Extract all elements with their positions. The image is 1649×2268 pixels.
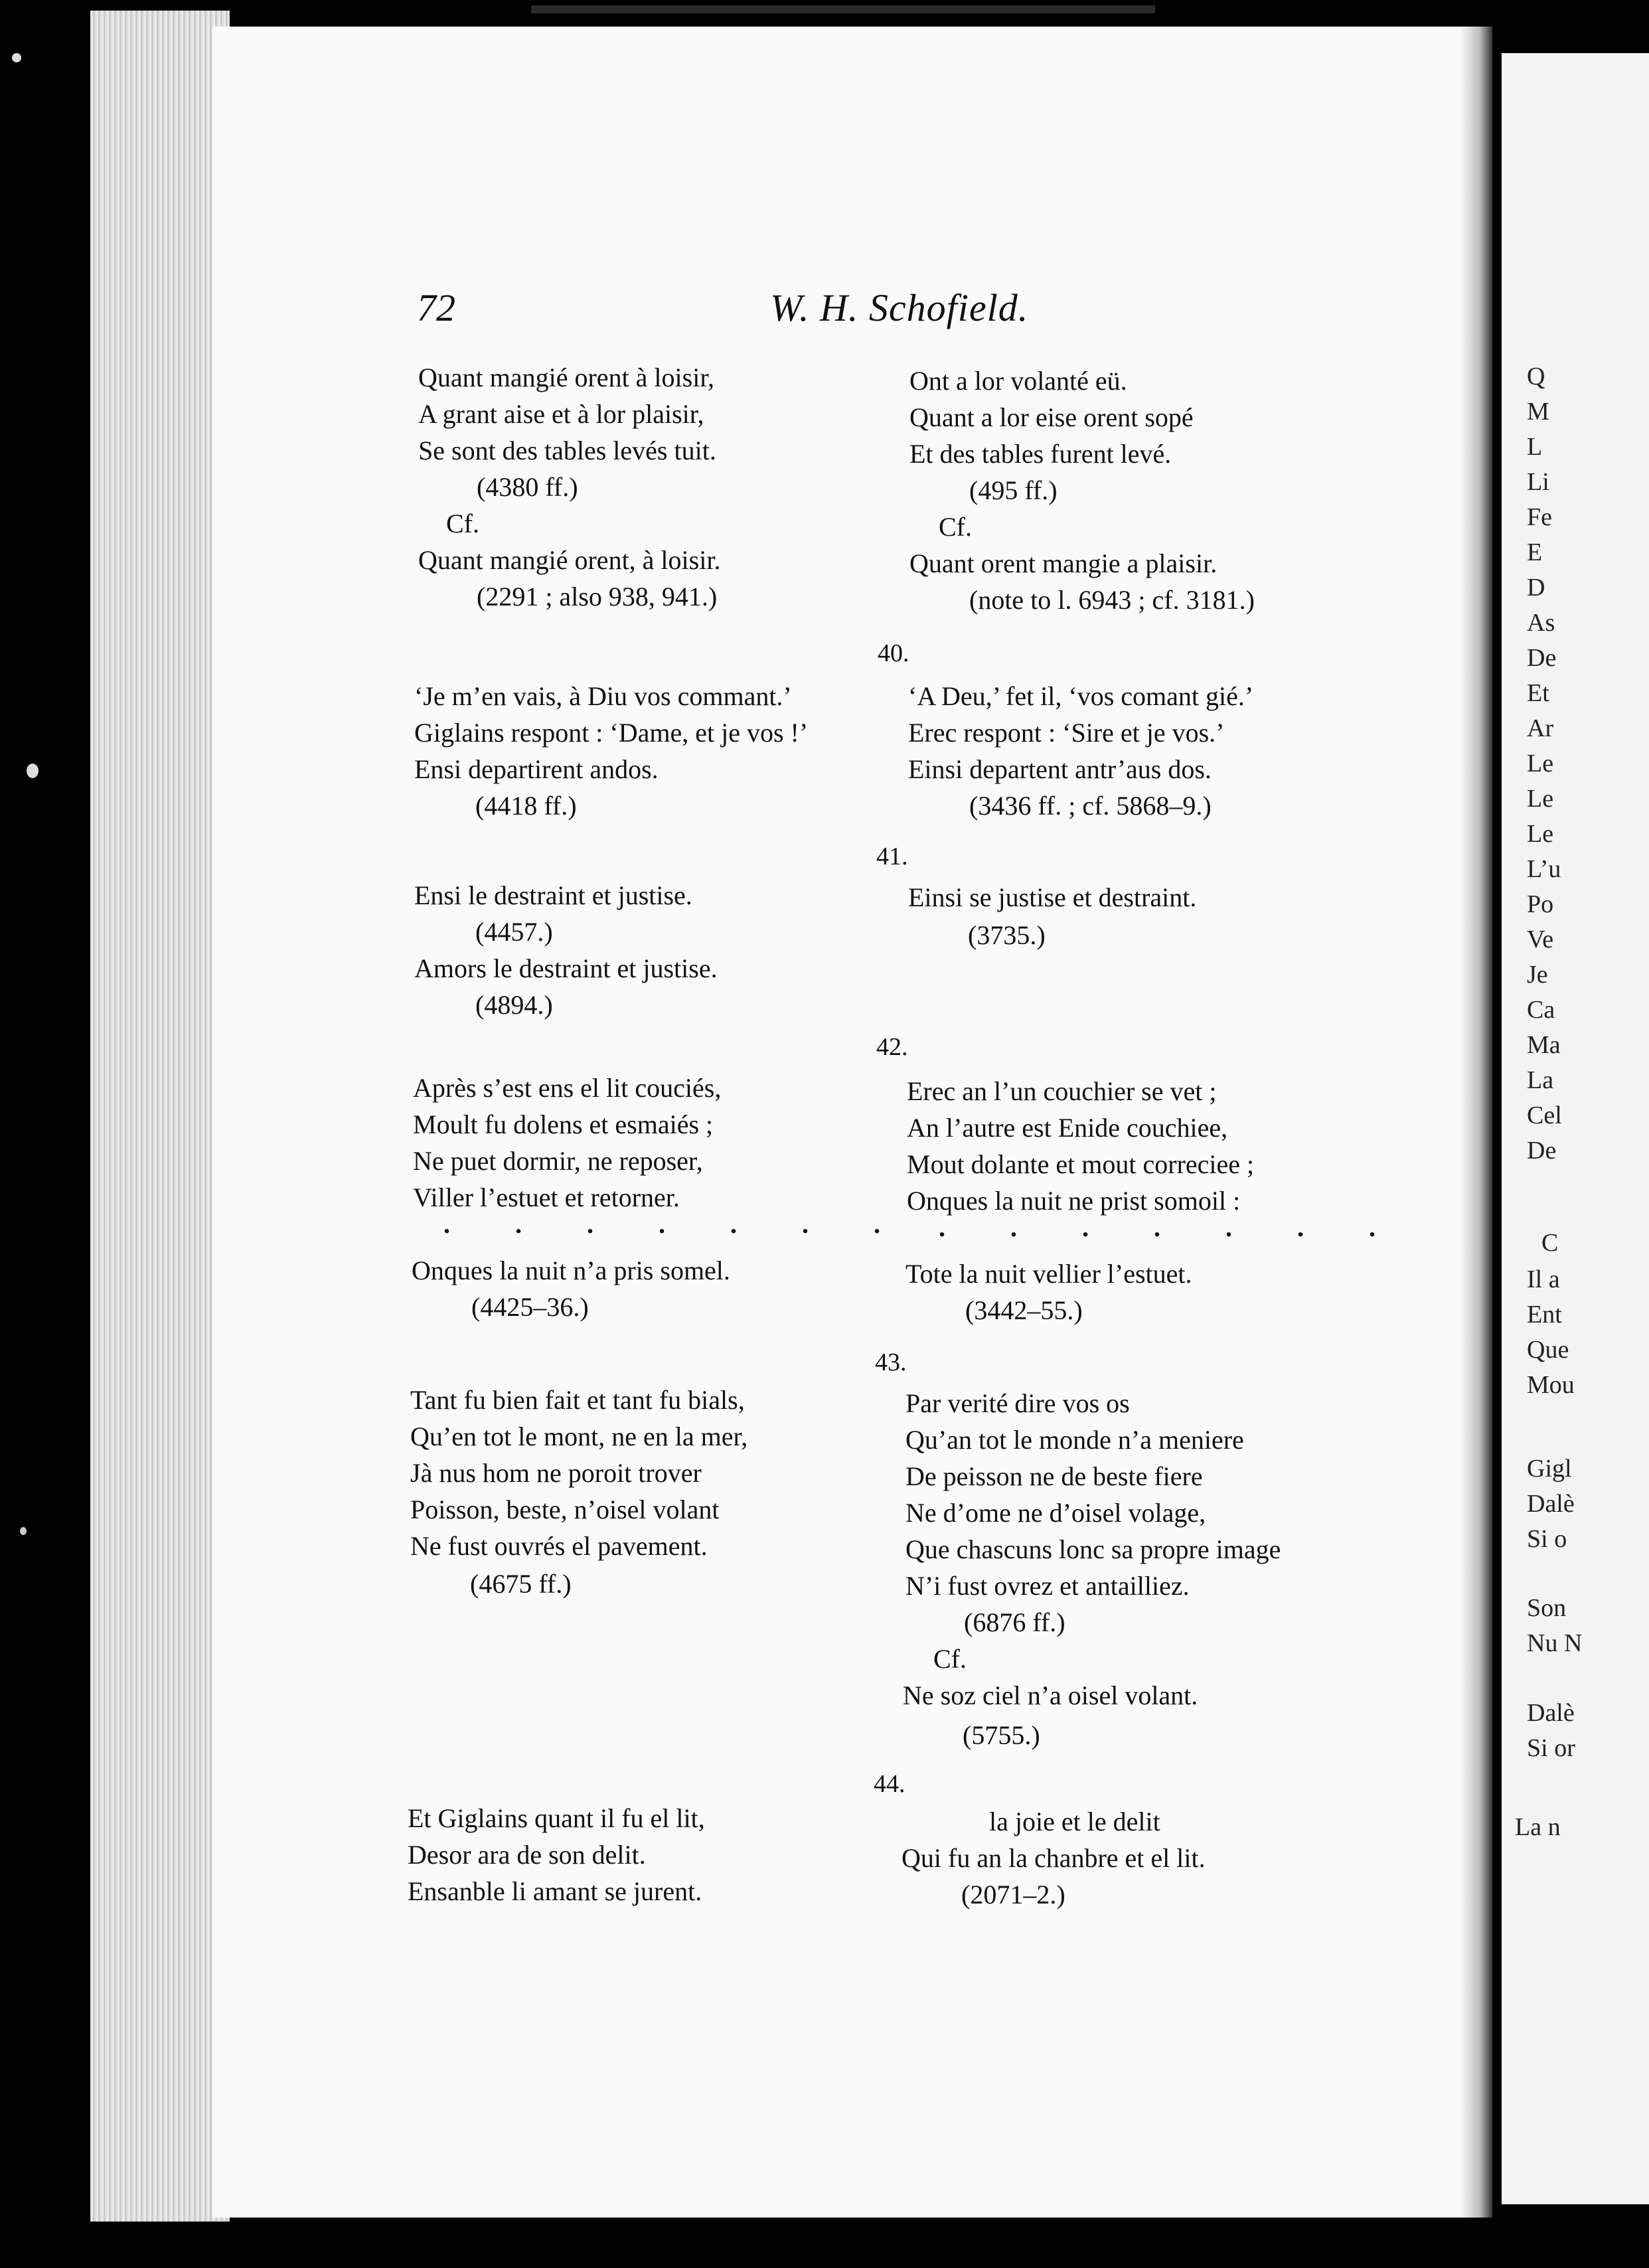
- facing-page-fragment: Mou: [1527, 1371, 1575, 1399]
- facing-page-fragment: Son: [1527, 1594, 1567, 1622]
- verse-line: Erec respont : ‘Sire et je vos.’: [908, 718, 1225, 748]
- facing-page-fragment: De: [1527, 1137, 1557, 1165]
- verse-line: Einsi se justise et destraint.: [908, 882, 1197, 912]
- verse-line: Après s’est ens el lit couciés,: [413, 1073, 722, 1103]
- book-top-edge: [531, 5, 1155, 13]
- facing-page-fragment: Que: [1527, 1336, 1569, 1364]
- verse-line: Ensi le destraint et justise.: [414, 880, 692, 910]
- verse-line: Ne soz ciel n’a oisel volant.: [903, 1680, 1198, 1710]
- facing-page-fragment: Ma: [1527, 1031, 1561, 1059]
- line-reference: (note to l. 6943 ; cf. 3181.): [969, 585, 1255, 615]
- line-reference: (3436 ff. ; cf. 5868–9.): [969, 791, 1212, 821]
- facing-page: [1502, 53, 1649, 2204]
- verse-line: Qu’an tot le monde n’a meniere: [905, 1425, 1244, 1455]
- verse-line: la joie et le delit: [989, 1807, 1160, 1836]
- facing-page-fragment: Et: [1527, 679, 1549, 707]
- verse-line: Mout dolante et mout correciee ;: [907, 1149, 1255, 1179]
- verse-line: Moult fu dolens et esmaiés ;: [413, 1109, 714, 1139]
- verse-line: Tant fu bien fait et tant fu bials,: [410, 1385, 745, 1415]
- facing-page-fragment: Po: [1527, 890, 1554, 918]
- verse-line: Giglains respont : ‘Dame, et je vos !’: [414, 718, 809, 748]
- verse-line: Qui fu an la chanbre et el lit.: [902, 1843, 1206, 1873]
- cf-label: Cf.: [446, 509, 479, 538]
- verse-line: Erec an l’un couchier se vet ;: [907, 1076, 1217, 1106]
- section-number: 43.: [875, 1348, 907, 1376]
- verse-line: Et Giglains quant il fu el lit,: [408, 1803, 705, 1833]
- verse-line: Ensanble li amant se jurent.: [408, 1876, 702, 1906]
- scan-speck: [12, 53, 21, 62]
- facing-page-fragment: Le: [1527, 750, 1554, 777]
- facing-page-fragment: Si or: [1527, 1734, 1575, 1762]
- facing-page-fragment: Fe: [1527, 503, 1552, 531]
- verse-line: Ne fust ouvrés el pavement.: [410, 1531, 708, 1561]
- line-reference: (4425–36.): [471, 1292, 589, 1322]
- verse-line: Et des tables furent levé.: [909, 439, 1172, 469]
- line-reference: (2291 ; also 938, 941.): [477, 582, 718, 611]
- verse-line: Poisson, beste, n’oisel volant: [410, 1495, 720, 1524]
- verse-line: An l’autre est Enide couchiee,: [907, 1113, 1228, 1143]
- facing-page-fragment: Le: [1527, 820, 1554, 848]
- facing-page-fragment: Ve: [1527, 926, 1554, 953]
- scan-speck: [20, 1527, 27, 1535]
- verse-line: Quant mangié orent à loisir,: [418, 363, 715, 392]
- line-reference: (2071–2.): [961, 1880, 1065, 1909]
- facing-page-fragment: Ca: [1527, 996, 1555, 1024]
- book-gutter: [1460, 27, 1492, 2218]
- facing-page-fragment: Si o: [1527, 1525, 1567, 1553]
- facing-page-fragment: L: [1527, 433, 1543, 461]
- facing-page-fragment: Il a: [1527, 1265, 1560, 1293]
- verse-line: N’i fust ovrez et antailliez.: [905, 1571, 1190, 1601]
- verse-line: Ne puet dormir, ne reposer,: [413, 1146, 703, 1176]
- facing-page-fragment: Ent: [1527, 1301, 1562, 1329]
- facing-page-fragment: Gigl: [1527, 1455, 1572, 1483]
- cf-label: Cf.: [933, 1644, 967, 1674]
- facing-page-fragment: Nu N: [1527, 1629, 1583, 1657]
- facing-page-fragment: Cel: [1527, 1101, 1562, 1129]
- verse-line: Quant mangié orent, à loisir.: [418, 545, 721, 575]
- facing-page-fragment: De: [1527, 644, 1557, 672]
- verse-line: ‘Je m’en vais, à Diu vos commant.’: [414, 681, 792, 711]
- line-reference: (495 ff.): [969, 475, 1058, 505]
- verse-line: ‘A Deu,’ fet il, ‘vos comant gié.’: [908, 681, 1254, 711]
- verse-line: Amors le destraint et justise.: [414, 953, 718, 983]
- facing-page-fragment: M: [1527, 398, 1549, 426]
- line-reference: (4418 ff.): [475, 791, 577, 821]
- facing-page-fragment: As: [1527, 609, 1555, 637]
- verse-line: Tote la nuit vellier l’estuet.: [905, 1259, 1192, 1289]
- book-page: [212, 27, 1492, 2218]
- verse-line: Onques la nuit ne prist somoil :: [907, 1186, 1241, 1216]
- verse-line: Onques la nuit n’a pris somel.: [412, 1256, 730, 1285]
- section-number: 42.: [876, 1033, 908, 1061]
- verse-line: Par verité dire vos os: [905, 1388, 1130, 1418]
- scan-speck: [27, 764, 39, 778]
- verse-line: Se sont des tables levés tuit.: [418, 436, 716, 465]
- line-reference: (4457.): [475, 917, 553, 947]
- facing-page-fragment: L’u: [1527, 855, 1561, 883]
- line-reference: (4675 ff.): [470, 1569, 572, 1599]
- verse-line: Ensi departirent andos.: [414, 754, 659, 784]
- facing-page-fragment: E: [1527, 538, 1543, 566]
- line-reference: (5755.): [963, 1720, 1040, 1750]
- line-reference: (6876 ff.): [964, 1607, 1065, 1637]
- running-head: W. H. Schofield.: [770, 286, 1029, 329]
- line-reference: (3735.): [968, 920, 1046, 950]
- facing-page-fragment: C: [1541, 1229, 1559, 1257]
- book-page-edges: [90, 11, 230, 2222]
- facing-page-fragment: La: [1527, 1066, 1554, 1094]
- verse-line: Que chascuns lonc sa propre image: [905, 1534, 1281, 1564]
- line-reference: (3442–55.): [965, 1295, 1083, 1325]
- section-number: 40.: [878, 639, 909, 667]
- facing-page-fragment: Ar: [1527, 714, 1554, 742]
- facing-page-fragment: Le: [1527, 785, 1554, 813]
- cf-label: Cf.: [939, 512, 972, 542]
- verse-line: Qu’en tot le mont, ne en la mer,: [410, 1421, 748, 1451]
- facing-page-fragment: D: [1527, 574, 1545, 602]
- section-number: 41.: [876, 843, 908, 870]
- facing-page-fragment: Dalè: [1527, 1490, 1575, 1518]
- facing-page-fragment: Je: [1527, 961, 1548, 989]
- section-number: 44.: [874, 1770, 905, 1798]
- verse-line: De peisson ne de beste fiere: [905, 1461, 1203, 1491]
- verse-line: Ont a lor volanté eü.: [909, 366, 1127, 396]
- page-number: 72: [417, 286, 455, 329]
- facing-page-fragment: Dalè: [1527, 1699, 1575, 1727]
- facing-page-fragment: Q: [1527, 363, 1545, 390]
- facing-page-fragment: Li: [1527, 468, 1549, 496]
- verse-line: Viller l’estuet et retorner.: [413, 1182, 680, 1212]
- verse-line: A grant aise et à lor plaisir,: [418, 399, 704, 429]
- verse-line: Quant a lor eise orent sopé: [909, 402, 1194, 432]
- ellipsis-dots: . . . . . . .: [939, 1212, 1405, 1242]
- verse-line: Ne d’ome ne d’oisel volage,: [905, 1498, 1206, 1528]
- line-reference: (4894.): [475, 990, 553, 1020]
- facing-page-fragment: La n: [1515, 1813, 1561, 1841]
- verse-line: Desor ara de son delit.: [408, 1840, 646, 1870]
- line-reference: (4380 ff.): [477, 472, 578, 502]
- verse-line: Jà nus hom ne poroit trover: [410, 1458, 702, 1488]
- verse-line: Einsi departent antr’aus dos.: [908, 754, 1212, 784]
- ellipsis-dots: . . . . . . .: [443, 1209, 909, 1239]
- verse-line: Quant orent mangie a plaisir.: [909, 548, 1217, 578]
